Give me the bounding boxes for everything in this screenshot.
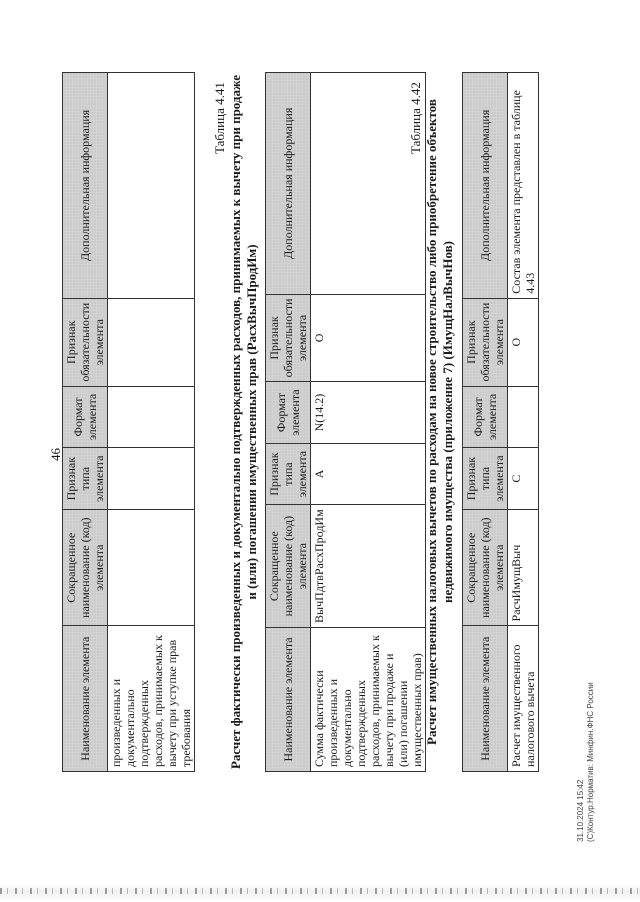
header-type: Признак типа элемента <box>63 448 108 510</box>
header-format: Формат элемента <box>266 382 311 443</box>
table-header-row <box>266 73 311 772</box>
table-row <box>508 73 539 772</box>
table-4-42-caption: Расчет имущественных налоговых вычетов по расходам на новое строительство либо приобретение объектов недвижимого имущества (приложение 7) (ИмущНалВычНов) <box>424 99 455 745</box>
cell-type <box>108 448 195 510</box>
table-4-42-label: Таблица 4.42 <box>408 82 423 154</box>
cell-code <box>108 510 195 626</box>
table-row <box>108 73 195 772</box>
header-code: Сокращенное наименование (код) элемента <box>266 505 311 628</box>
print-stamp <box>576 682 596 842</box>
cell-required <box>108 298 195 386</box>
cell-info: Состав элемента представлен в таблице 4.43 <box>508 73 539 299</box>
cell-code: ВычПдтвРасхПродИм <box>311 505 426 628</box>
header-format: Формат элемента <box>463 386 508 448</box>
header-name: Наименование элемента <box>63 626 108 772</box>
cell-required: О <box>311 294 426 382</box>
table-4-41-caption: Расчет фактически произведенных и документально подтвержденных расходов, принимаемых к вычету при продаже и (или) погашении имущественных прав (РасхВычПродИм) <box>228 74 259 770</box>
header-format: Формат элемента <box>63 386 108 448</box>
stamp-source: (С)Контур.Норматив: Минфин.ФНС России <box>586 682 595 842</box>
table-4-42 <box>462 72 539 772</box>
cell-name: Сумма фактически произведенных и документально подтвержденных расходов, принимаемых к вычету при продаже и (или) погашении имущественных прав) <box>311 627 426 771</box>
header-info: Дополнительная информация <box>463 73 508 299</box>
page-number: 46 <box>48 448 63 461</box>
stamp-date: 31.10.2024 15:42 <box>576 779 585 842</box>
cell-info <box>108 73 195 299</box>
cell-required: О <box>508 298 539 386</box>
header-required: Признак обязательности элемента <box>63 298 108 386</box>
header-code: Сокращенное наименование (код) элемента <box>63 510 108 626</box>
cell-format <box>108 386 195 448</box>
table-4-41 <box>265 72 426 772</box>
header-type: Признак типа элемента <box>266 443 311 504</box>
header-required: Признак обязательности элемента <box>463 298 508 386</box>
header-name: Наименование элемента <box>463 626 508 772</box>
cell-name: Расчет имущественного налогового вычета <box>508 626 539 772</box>
cell-type: С <box>508 448 539 510</box>
cell-format: N(14.2) <box>311 382 426 443</box>
header-type: Признак типа элемента <box>463 448 508 510</box>
header-info: Дополнительная информация <box>266 73 311 295</box>
header-required: Признак обязательности элемента <box>266 294 311 382</box>
header-code: Сокращенное наименование (код) элемента <box>463 509 508 626</box>
scan-border <box>0 884 640 902</box>
table-continuation <box>62 72 195 772</box>
cell-type: А <box>311 443 426 504</box>
header-name: Наименование элемента <box>266 627 311 771</box>
cell-format <box>508 386 539 448</box>
table-header-row <box>463 73 508 772</box>
table-4-41-label: Таблица 4.41 <box>212 82 227 154</box>
table-header-row <box>63 73 108 772</box>
cell-name: произведенных и документально подтвержденных расходов, принимаемых к вычету при уступке прав требования <box>108 626 195 772</box>
table-row <box>311 73 426 772</box>
header-info: Дополнительная информация <box>63 73 108 299</box>
cell-code: РасчИмущВыч <box>508 509 539 626</box>
